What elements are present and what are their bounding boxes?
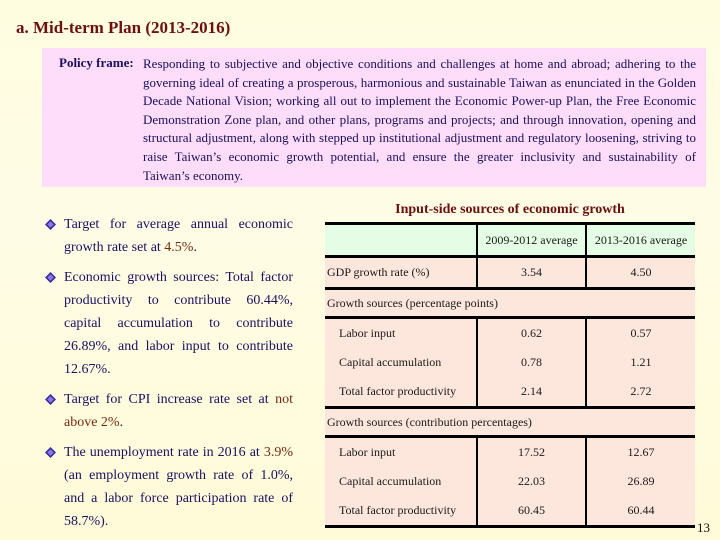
- policy-text: Responding to subjective and objective conditions and challenges at home and abroad; adhering to the governing ideal of creating a prosperous, harmonious and sustainable Taiwan as enunciated in the Golden Decade National Vision; working all out to implement the Economic Power-up Plan, the Free Economic Demonstration Zone plan, and other plans, programs and projects; and through innovation, opening and structural adjustment, along with stepped up institutional adjustment and regulatory loosening, striving to raise Taiwan’s economic growth potential, and ensure the greater inclusivity and sustainability of Taiwan’s economy.: [143, 56, 696, 183]
- cell-value: 60.44: [586, 496, 695, 527]
- cell-value: 26.89: [586, 467, 695, 496]
- cell-value: 12.67: [586, 437, 695, 468]
- table-row: [325, 467, 695, 496]
- cell-value: 2.14: [477, 377, 586, 408]
- table-row: [325, 437, 695, 468]
- bullet-text-end: .: [193, 240, 197, 255]
- table-row: [325, 318, 695, 349]
- growth-sources-table: [325, 222, 695, 528]
- slide-title: a. Mid-term Plan (2013-2016): [16, 18, 231, 37]
- bullet-highlight: 4.5%: [164, 240, 194, 255]
- table-title: Input-side sources of economic growth: [395, 202, 625, 217]
- bullet-text: Economic growth sources: Total factor productivity to contribute 60.44%, capital accumulation to contribute 26.89%, and labor input to contribute 12.67%.: [64, 270, 293, 377]
- bullet-text-end: (an employment growth rate of 1.0%, and a labor force participation rate of 58.7%).: [64, 468, 293, 529]
- cell-value: 2.72: [586, 377, 695, 408]
- bullet-text: The unemployment rate in 2016 at: [64, 445, 264, 460]
- diamond-bullet-icon: [45, 394, 56, 405]
- row-label: Capital accumulation: [325, 467, 477, 496]
- group-label: Growth sources (contribution percentages): [325, 408, 695, 437]
- diamond-bullet-icon: [45, 272, 56, 283]
- row-label: GDP growth rate (%): [325, 257, 477, 289]
- policy-frame-box: [42, 48, 706, 187]
- table-row: [325, 496, 695, 527]
- table-row: [325, 348, 695, 377]
- header-cell-2009-2012: 2009-2012 average: [477, 224, 586, 257]
- header-cell-empty: [325, 224, 477, 257]
- bullet-text: Target for CPI increase rate set at: [64, 392, 276, 407]
- group-label: Growth sources (percentage points): [325, 289, 695, 318]
- bullet-growth-sources: [44, 266, 293, 381]
- cell-value: 4.50: [586, 257, 695, 289]
- bullet-growth-target: [44, 213, 293, 259]
- table-group-row-percentage-points: [325, 289, 695, 318]
- target-bullet-list: [44, 213, 293, 540]
- diamond-bullet-icon: [45, 447, 56, 458]
- cell-value: 17.52: [477, 437, 586, 468]
- cell-value: 0.57: [586, 318, 695, 349]
- cell-value: 22.03: [477, 467, 586, 496]
- table-header-row: [325, 224, 695, 257]
- cell-value: 0.78: [477, 348, 586, 377]
- table-row: [325, 377, 695, 408]
- page-number: 13: [697, 520, 710, 535]
- cell-value: 60.45: [477, 496, 586, 527]
- cell-value: 3.54: [477, 257, 586, 289]
- diamond-bullet-icon: [45, 219, 56, 230]
- row-label: Total factor productivity: [325, 377, 477, 408]
- bullet-cpi-target: [44, 388, 293, 434]
- cell-value: 1.21: [586, 348, 695, 377]
- bullet-highlight: not above 2%: [64, 392, 293, 430]
- bullet-text-end: .: [119, 415, 124, 430]
- row-label: Labor input: [325, 318, 477, 349]
- cell-value: 0.62: [477, 318, 586, 349]
- table-row-gdp: [325, 257, 695, 289]
- table-group-row-contribution-percentages: [325, 408, 695, 437]
- header-cell-2013-2016: 2013-2016 average: [586, 224, 695, 257]
- bullet-text: Target for average annual economic growth rate set at: [64, 217, 293, 255]
- bullet-unemployment: [44, 441, 293, 533]
- policy-label: Policy frame:: [59, 55, 134, 70]
- bullet-highlight: 3.9%: [263, 445, 293, 460]
- row-label: Total factor productivity: [325, 496, 477, 527]
- row-label: Capital accumulation: [325, 348, 477, 377]
- row-label: Labor input: [325, 437, 477, 468]
